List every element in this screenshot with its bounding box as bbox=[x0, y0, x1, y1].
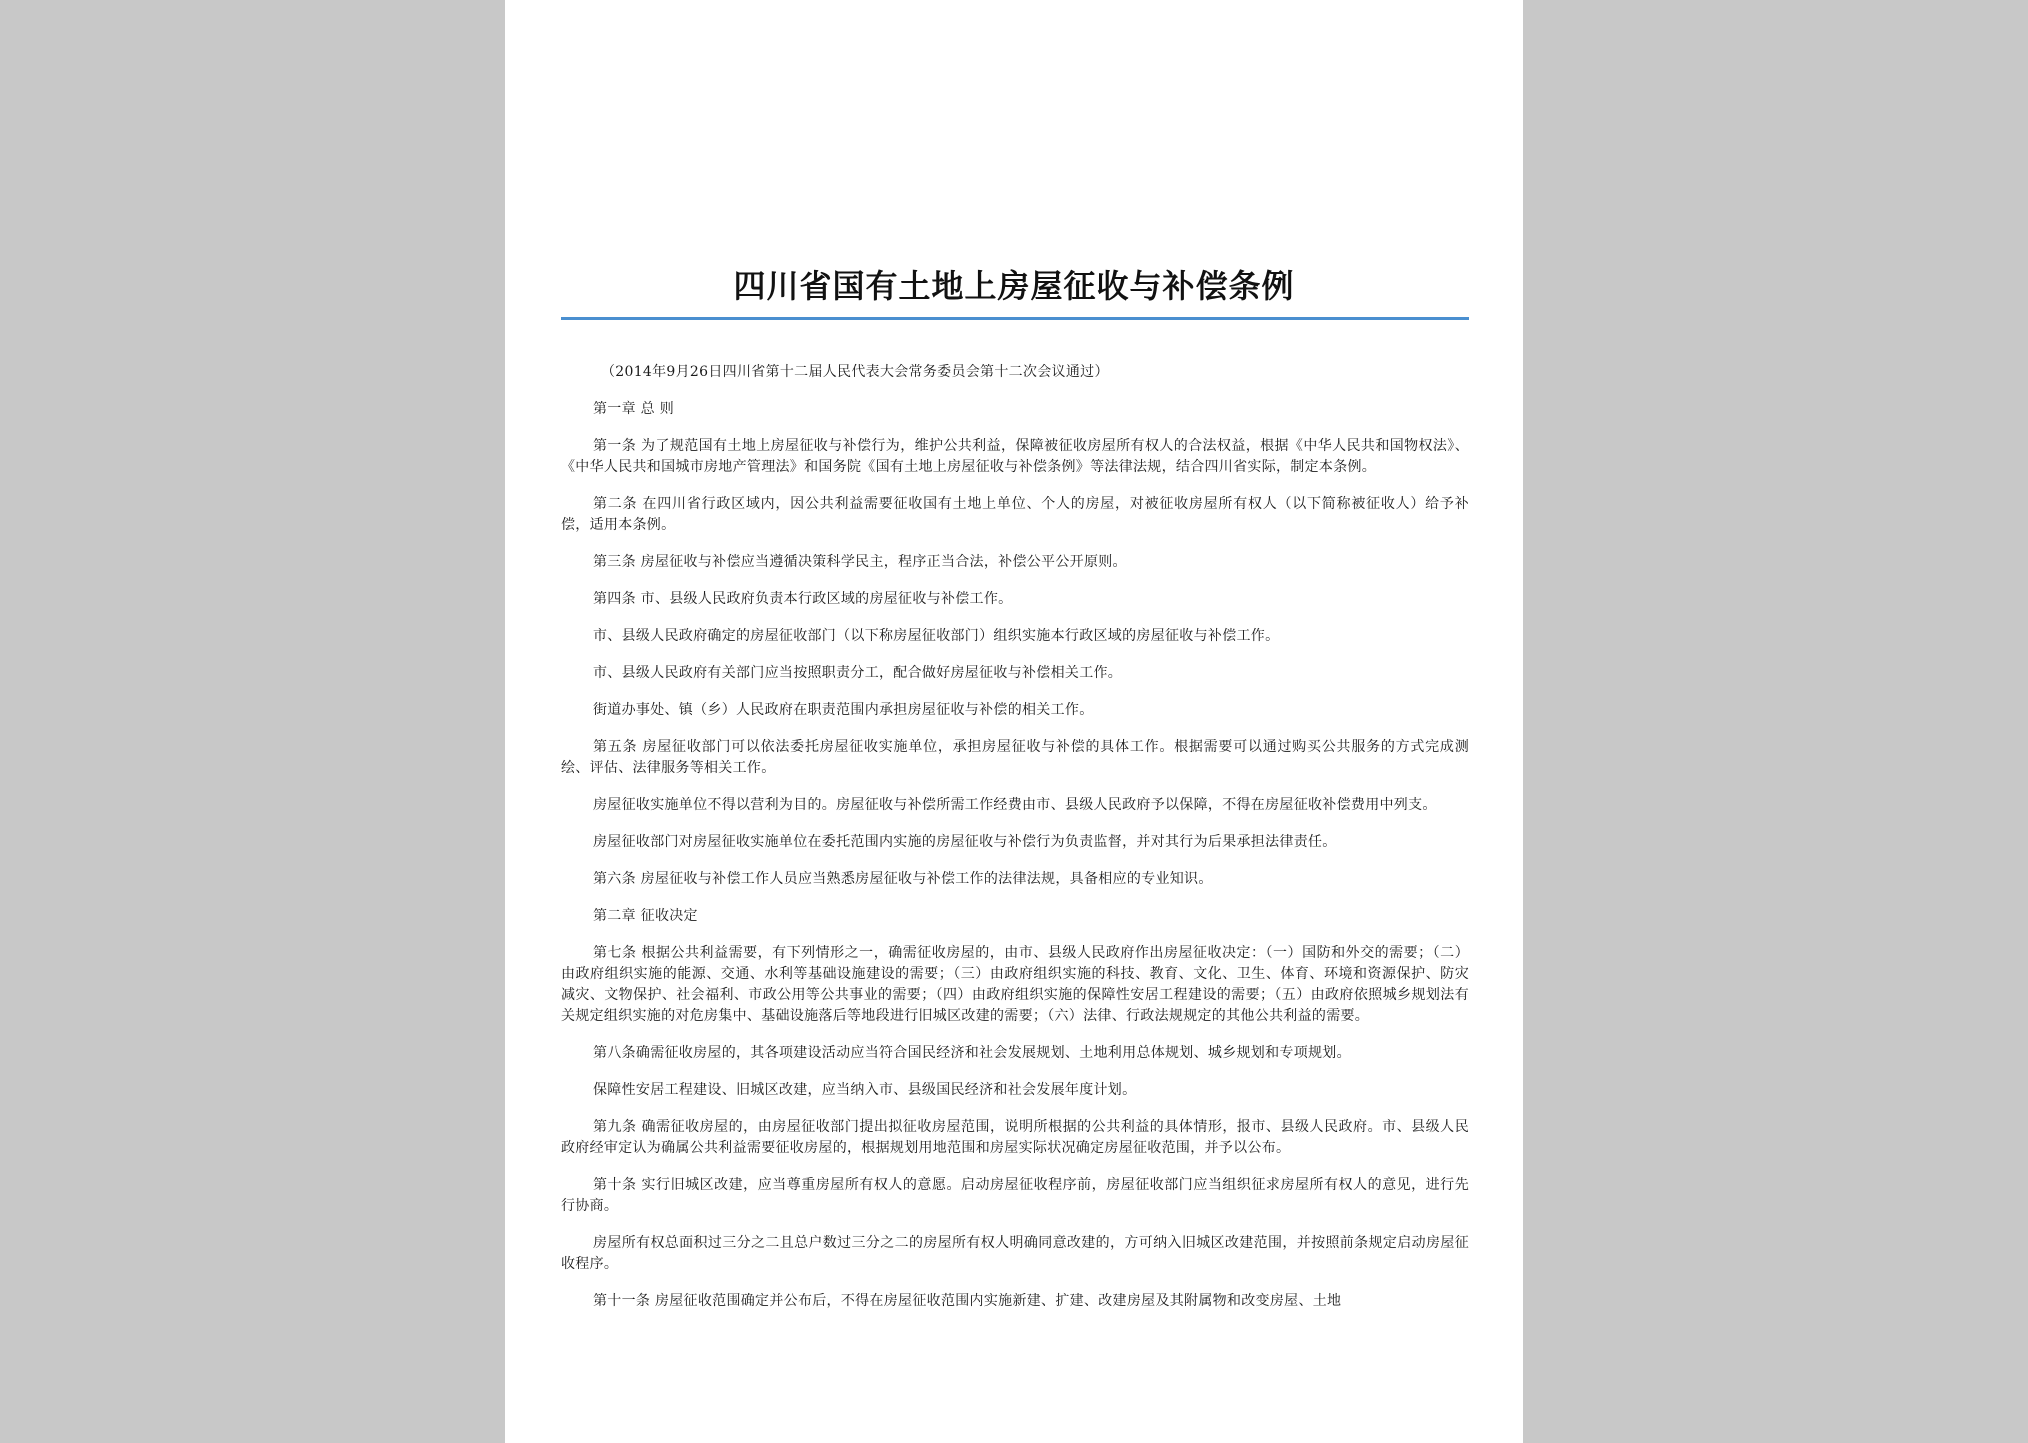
paragraph: 保障性安居工程建设、旧城区改建，应当纳入市、县级国民经济和社会发展年度计划。 bbox=[593, 1082, 1137, 1098]
paragraph: 市、县级人民政府有关部门应当按照职责分工，配合做好房屋征收与补偿相关工作。 bbox=[593, 665, 1123, 681]
paragraph: 第三条 房屋征收与补偿应当遵循决策科学民主，程序正当合法，补偿公平公开原则。 bbox=[593, 554, 1127, 570]
paragraph: 第二条 在四川省行政区域内，因公共利益需要征收国有土地上单位、个人的房屋，对被征收房屋所有权人（以下简称被征收人）给予补偿，适用本条例。 bbox=[561, 496, 1469, 533]
document-title: 四川省国有土地上房屋征收与补偿条例 bbox=[733, 267, 1295, 305]
paragraph: 房屋征收部门对房屋征收实施单位在委托范围内实施的房屋征收与补偿行为负责监督，并对其行为后果承担法律责任。 bbox=[593, 834, 1337, 850]
paragraph: 第九条 确需征收房屋的，由房屋征收部门提出拟征收房屋范围，说明所根据的公共利益的具体情形，报市、县级人民政府。市、县级人民政府经审定认为确属公共利益需要征收房屋的，根据规划用地范围和房屋实际状况确定房屋征收范围，并予以公布。 bbox=[561, 1119, 1469, 1156]
paragraph: 第十一条 房屋征收范围确定并公布后，不得在房屋征收范围内实施新建、扩建、改建房屋及其附属物和改变房屋、土地 bbox=[593, 1293, 1342, 1309]
paragraph: 第八条确需征收房屋的，其各项建设活动应当符合国民经济和社会发展规划、土地利用总体规划、城乡规划和专项规划。 bbox=[593, 1045, 1351, 1061]
chapter-heading: 第二章 征收决定 bbox=[593, 908, 698, 924]
title-divider bbox=[561, 317, 1469, 320]
paragraph: 房屋所有权总面积过三分之二且总户数过三分之二的房屋所有权人明确同意改建的，方可纳入旧城区改建范围，并按照前条规定启动房屋征收程序。 bbox=[561, 1235, 1469, 1272]
document-page bbox=[505, 0, 1523, 1443]
paragraph: 第七条 根据公共利益需要，有下列情形之一，确需征收房屋的，由市、县级人民政府作出房屋征收决定：（一）国防和外交的需要；（二）由政府组织实施的能源、交通、水利等基础设施建设的需要；（三）由政府组织实施的科技、教育、文化、卫生、体育、环境和资源保护、防灾减灾、文物保护、社会福利、市政公用等公共事业的需要；（四）由政府组织实施的保障性安居工程建设的需要；（五）由政府依照城乡规划法有关规定组织实施的对危房集中、基础设施落后等地段进行旧城区改建的需要；（六）法律、行政法规规定的其他公共利益的需要。 bbox=[561, 945, 1469, 1024]
chapter-heading: 第一章 总 则 bbox=[593, 401, 674, 417]
paragraph: 市、县级人民政府确定的房屋征收部门（以下称房屋征收部门）组织实施本行政区域的房屋征收与补偿工作。 bbox=[593, 628, 1280, 644]
paragraph: 第四条 市、县级人民政府负责本行政区域的房屋征收与补偿工作。 bbox=[593, 591, 1013, 607]
paragraph: 街道办事处、镇（乡）人民政府在职责范围内承担房屋征收与补偿的相关工作。 bbox=[593, 702, 1094, 718]
document-subtitle: （2014年9月26日四川省第十二届人民代表大会常务委员会第十二次会议通过） bbox=[601, 364, 1109, 380]
paragraph: 第六条 房屋征收与补偿工作人员应当熟悉房屋征收与补偿工作的法律法规，具备相应的专业知识。 bbox=[593, 871, 1213, 887]
paragraph: 第一条 为了规范国有土地上房屋征收与补偿行为，维护公共利益，保障被征收房屋所有权人的合法权益，根据《中华人民共和国物权法》、《中华人民共和国城市房地产管理法》和国务院《国有土地上房屋征收与补偿条例》等法律法规，结合四川省实际，制定本条例。 bbox=[561, 438, 1469, 475]
document-body bbox=[561, 362, 1469, 1328]
paragraph: 第十条 实行旧城区改建，应当尊重房屋所有权人的意愿。启动房屋征收程序前，房屋征收部门应当组织征求房屋所有权人的意见，进行先行协商。 bbox=[561, 1177, 1469, 1214]
paragraph: 第五条 房屋征收部门可以依法委托房屋征收实施单位，承担房屋征收与补偿的具体工作。根据需要可以通过购买公共服务的方式完成测绘、评估、法律服务等相关工作。 bbox=[561, 739, 1469, 776]
paragraph: 房屋征收实施单位不得以营利为目的。房屋征收与补偿所需工作经费由市、县级人民政府予以保障，不得在房屋征收补偿费用中列支。 bbox=[593, 797, 1437, 813]
